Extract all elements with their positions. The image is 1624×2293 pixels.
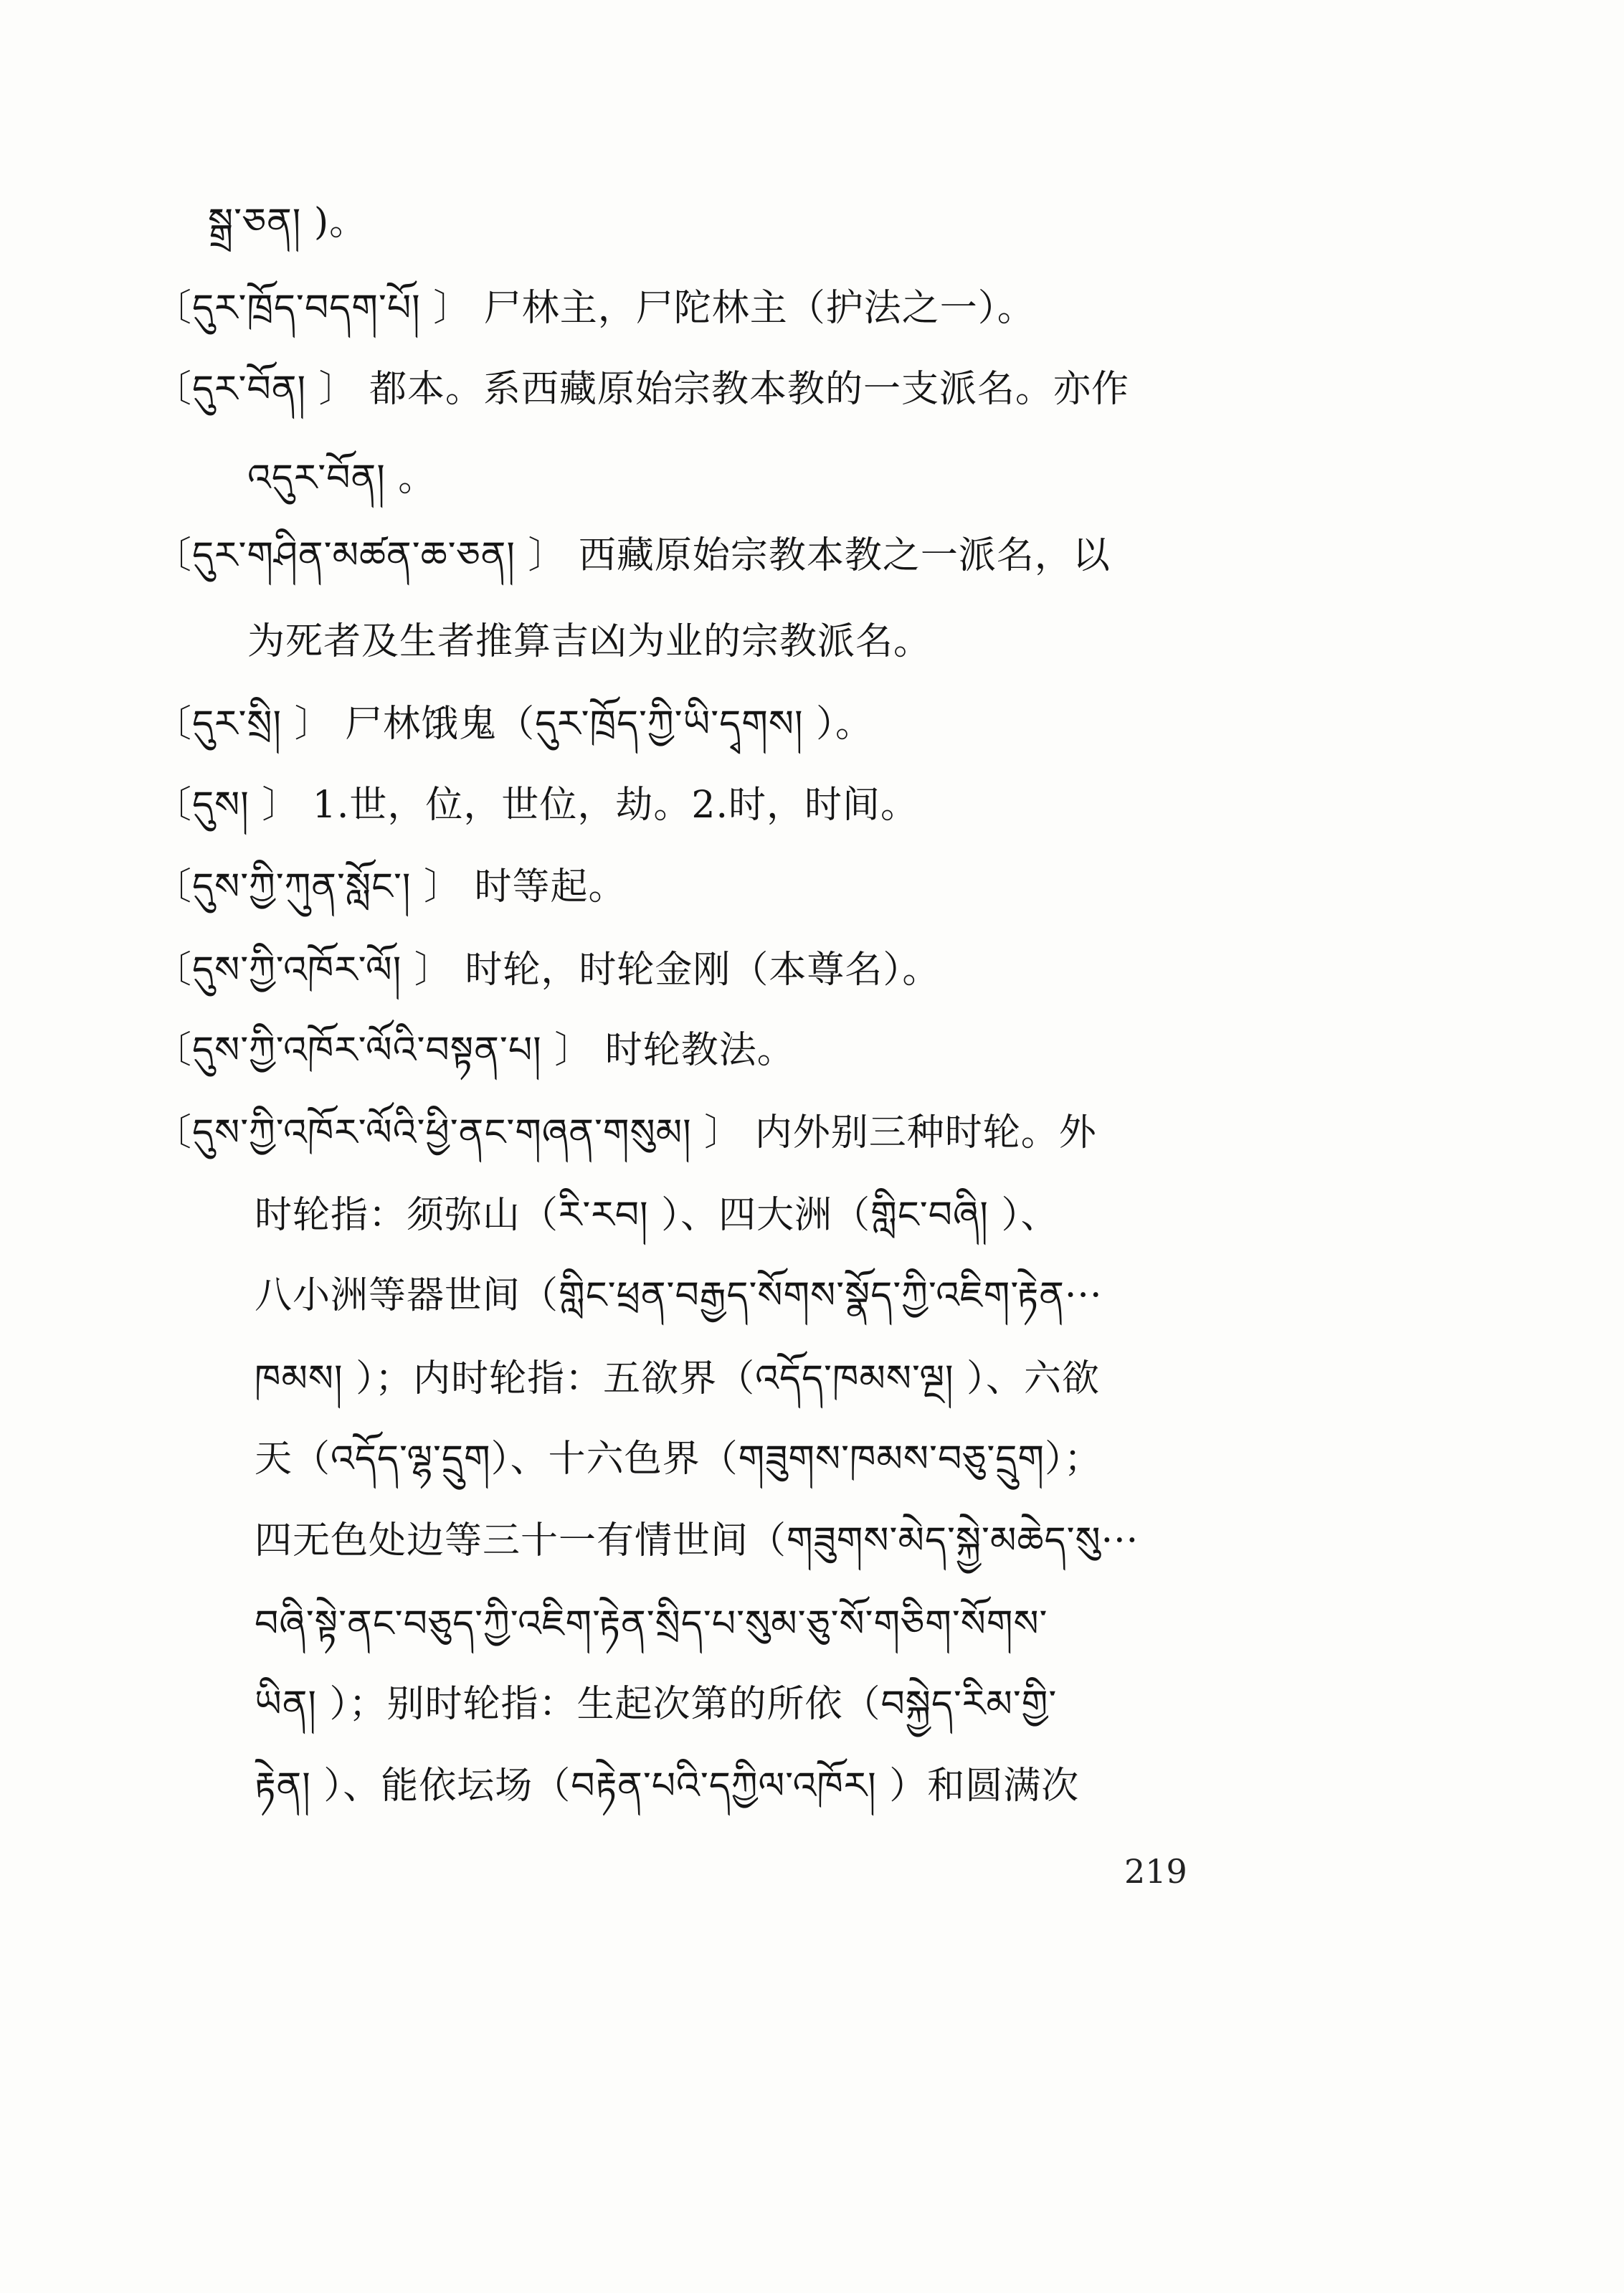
text-line: རྟེན། ）、能依坛场（བརྟེན་པའི་དཀྱིལ་འཁོར། ）和圆满次 [255, 1765, 1080, 1808]
text-line: 天（འདོད་ལྷ་དྲུག）、十六色界（གཟུགས་ཁམས་བཅུ་དྲུག）； [255, 1438, 1102, 1481]
text-line: 为死者及生者推算吉凶为业的宗教派名。 [247, 620, 932, 663]
dictionary-entry: 〔དུས་ཀྱི་ཀུན་སློང་། 〕 时等起。 [154, 865, 627, 908]
dictionary-entry: 〔དུར་ཁྲོད་བདག་པོ། 〕 尸林主，尸陀林主（护法之一）。 [154, 287, 1035, 330]
dictionary-entry: 〔དུར་སྲི། 〕 尸林饿鬼（དུར་ཁྲོད་ཀྱི་ཡི་དྭགས། ）。 [154, 703, 874, 746]
dictionary-entry: 〔དུར་བོན། 〕 都本。系西藏原始宗教本教的一支派名。亦作 [154, 368, 1130, 411]
text-line: 八小洲等器世间（གླིང་ཕྲན་བརྒྱད་སོགས་སྣོད་ཀྱི་འཇིག་རྟེན··· [255, 1274, 1103, 1317]
text-line: སྒྲ་ཅན། )。 [208, 201, 368, 244]
text-line: ཡིན། ）；别时轮指：生起次第的所依（བསྐྱེད་རིམ་གྱི་ [255, 1683, 1058, 1726]
dictionary-entry: 〔དུར་གཤིན་མཚན་ཆ་ཅན། 〕 西藏原始宗教本教之一派名，以 [154, 534, 1111, 577]
dictionary-entry: 〔དུས་ཀྱི་འཁོར་ལོའི་ཕྱི་ནང་གཞན་གསུམ། 〕 内外别三种时轮。外 [154, 1111, 1097, 1154]
dictionary-entry: 〔དུས་ཀྱི་འཁོར་ལོ། 〕 时轮，时轮金刚（本尊名）。 [154, 949, 941, 992]
page-number: 219 [1124, 1852, 1187, 1891]
dictionary-entry: 〔དུས། 〕 1.世，位，世位，劫。2.时，时间。 [154, 784, 919, 827]
text-line: འདུར་བོན། 。 [247, 457, 437, 500]
text-line: 时轮指：须弥山（རི་རབ། ）、四大洲（གླིང་བཞི། ）、 [255, 1194, 1059, 1237]
text-line: བཞི་སྟེ་ནང་བཅུད་ཀྱི་འཇིག་རྟེན་སྲིད་པ་སུམ་ཅུ་སོ་གཅིག་སོགས་ [255, 1603, 1048, 1646]
dictionary-entry: 〔དུས་ཀྱི་འཁོར་ལོའི་བསྟན་པ། 〕 时轮教法。 [154, 1029, 795, 1072]
text-line: ཁམས། ）；内时轮指：五欲界（འདོད་ཁམས་ལྔ། ）、六欲 [255, 1357, 1101, 1400]
text-line: 四无色处边等三十一有情世间（གཟུགས་མེད་སྐྱེ་མཆེད་སུ··· [255, 1519, 1139, 1562]
